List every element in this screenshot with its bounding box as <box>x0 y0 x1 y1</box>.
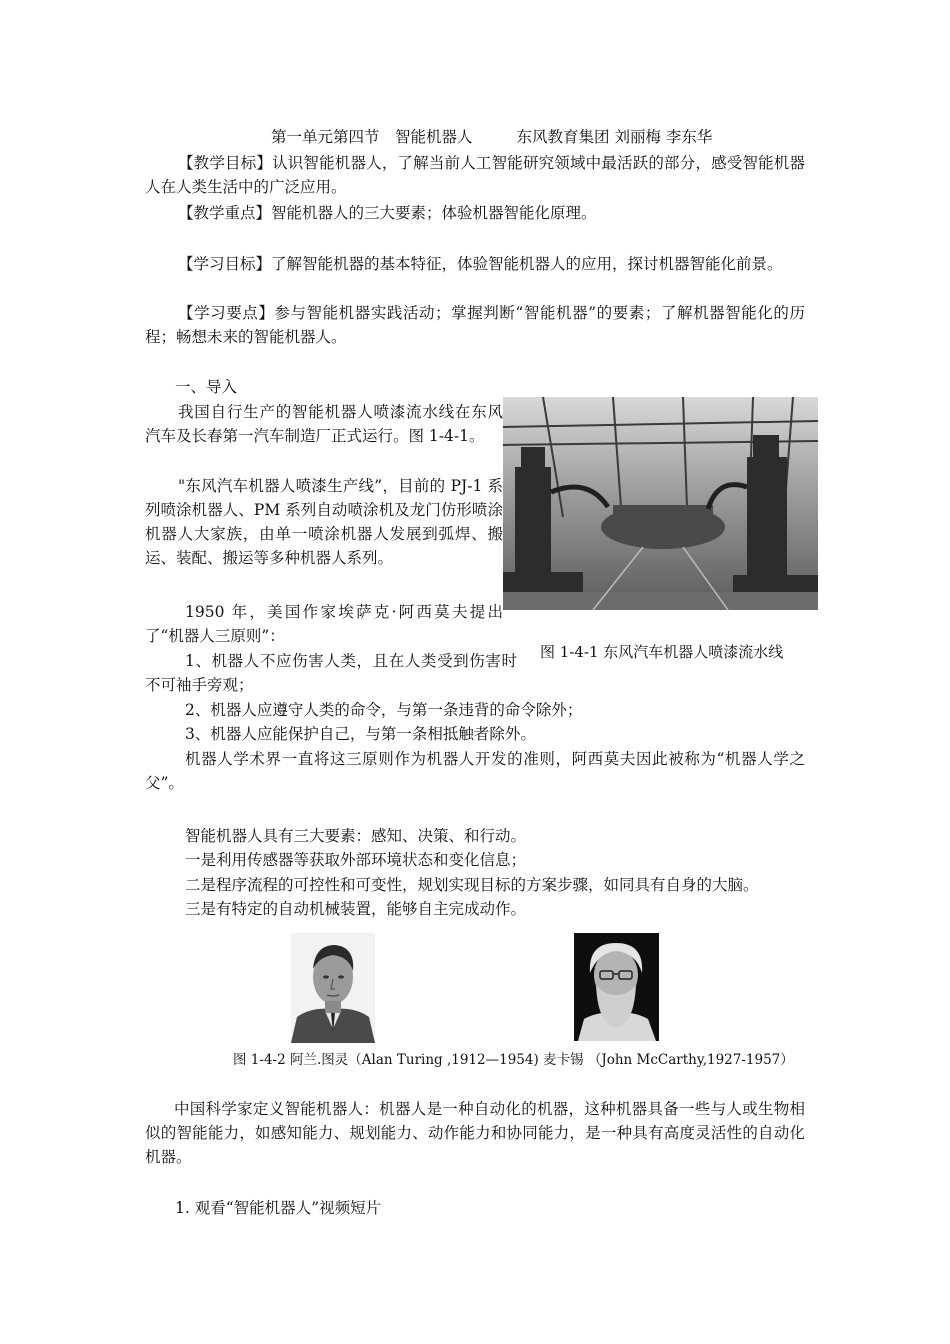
robot-law-2: 2、机器人应遵守人类的命令，与第一条违背的命令除外； <box>185 701 583 719</box>
intro-paragraph-2: "东风汽车机器人喷漆生产线”，目前的 PJ-1 系列喷涂机器人、PM 系列自动喷涂机及龙门仿形喷涂机器人大家族，由单一喷涂机器人发展到弧焊、搬运、装配、搬运等多种机器人系列。 <box>145 477 503 567</box>
section-heading-intro: 一、导入 <box>175 378 238 396</box>
lesson-title: 第一单元第四节 智能机器人 <box>271 128 473 146</box>
asimov-paragraph: 1950 年，美国作家埃萨克·阿西莫夫提出了“机器人三原则”： <box>145 603 503 645</box>
learning-points: 【学习要点】参与智能机器实践活动；掌握判断“智能机器”的要素；了解机器智能化的历程；畅想未来的智能机器人。 <box>145 304 805 346</box>
activity-item-1: 1. 观看“智能机器人”视频短片 <box>175 1199 382 1217</box>
figure-1-4-2-caption: 图 1-4-2 阿兰.图灵（Alan Turing ,1912—1954) 麦卡锡 （John McCarthy,1927-1957） <box>233 1052 794 1068</box>
figure-1-4-1-photo <box>503 397 818 610</box>
asimov-legacy-paragraph: 机器人学术界一直将这三原则作为机器人开发的准则，阿西莫夫因此被称为“机器人学之父”。 <box>145 750 805 792</box>
teaching-goal: 【教学目标】认识智能机器人，了解当前人工智能研究领域中最活跃的部分，感受智能机器人在人类生活中的广泛应用。 <box>145 154 805 196</box>
turing-photo <box>291 933 375 1043</box>
element-1: 一是利用传感器等获取外部环境状态和变化信息； <box>185 851 527 869</box>
intro-paragraph-1: 我国自行生产的智能机器人喷漆流水线在东风汽车及长春第一汽车制造厂正式运行。图 1-4-1。 <box>145 403 503 445</box>
definition-paragraph: 中国科学家定义智能机器人：机器人是一种自动化的机器，这种机器具备一些与人或生物相似的智能能力，如感知能力、规划能力、动作能力和协同能力，是一种具有高度灵活性的自动化机器。 <box>145 1100 805 1166</box>
document-title <box>271 125 712 149</box>
paint-line-robot-photo <box>503 397 818 610</box>
element-3: 三是有特定的自动机械装置，能够自主完成动作。 <box>185 900 527 918</box>
elements-intro: 智能机器人具有三大要素：感知、决策、和行动。 <box>185 827 527 845</box>
teaching-focus: 【教学重点】智能机器人的三大要素；体验机器智能化原理。 <box>178 204 597 222</box>
learning-goal: 【学习目标】了解智能机器的基本特征，体验智能机器人的应用，探讨机器智能化前景。 <box>178 255 783 273</box>
figure-1-4-1-caption: 图 1-4-1 东风汽车机器人喷漆流水线 <box>540 643 784 661</box>
lesson-authors: 东风教育集团 刘丽梅 李东华 <box>516 128 713 146</box>
alan-turing-portrait <box>291 933 375 1043</box>
element-2: 二是程序流程的可控性和可变性，规划实现目标的方案步骤，如同具有自身的大脑。 <box>185 876 759 894</box>
robot-law-3: 3、机器人应能保护自己，与第一条相抵触者除外。 <box>185 725 536 743</box>
mccarthy-photo <box>574 933 659 1041</box>
robot-law-1: 1、机器人不应伤害人类，且在人类受到伤害时不可袖手旁观； <box>145 652 517 694</box>
john-mccarthy-portrait <box>574 933 659 1041</box>
